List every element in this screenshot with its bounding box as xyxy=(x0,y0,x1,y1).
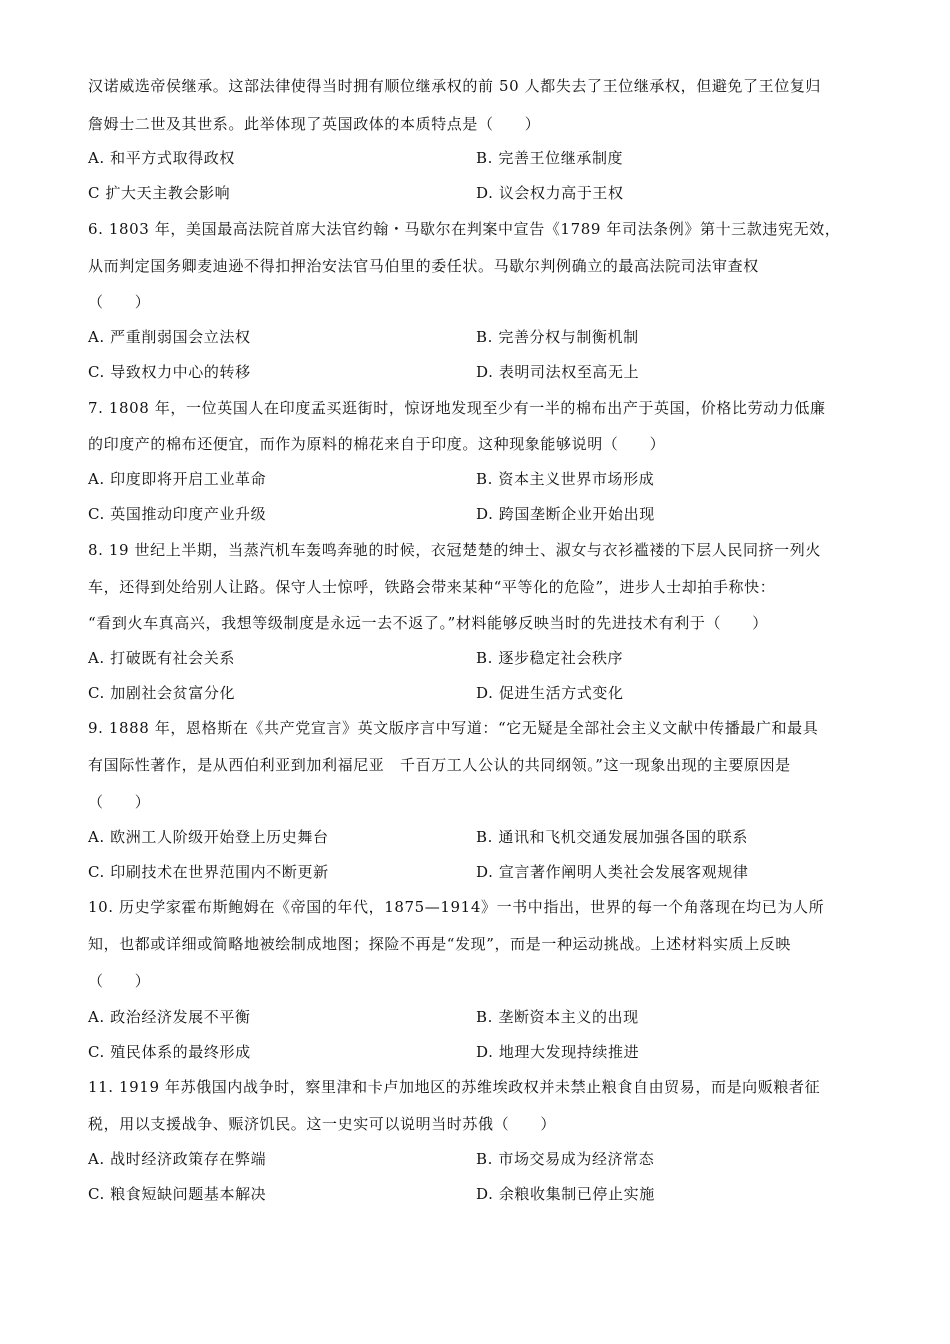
q11-option-b[interactable]: B. 市场交易成为经济常态 xyxy=(476,1150,655,1168)
q6-option-c[interactable]: C. 导致权力中心的转移 xyxy=(88,363,251,381)
q10-stem-line-2: 知，也都或详细或简略地被绘制成地图；探险不再是“发现”，而是一种运动挑战。上述材料实质上反映 xyxy=(88,935,791,953)
q5-stem-line-1: 汉诺威选帝侯继承。这部法律使得当时拥有顺位继承权的前 50 人都失去了王位继承权，但避免了王位复归 xyxy=(88,77,822,95)
q6-stem-line-1: 6. 1803 年，美国最高法院首席大法官约翰・马歇尔在判案中宣告《1789 年司法条例》第十三款违宪无效， xyxy=(88,220,841,238)
q7-option-a[interactable]: A. 印度即将开启工业革命 xyxy=(88,470,267,488)
q10-stem-line-1: 10. 历史学家霍布斯鲍姆在《帝国的年代，1875—1914》一书中指出，世界的每一个角落现在均已为人所 xyxy=(88,898,825,916)
q10-option-d[interactable]: D. 地理大发现持续推进 xyxy=(476,1043,640,1061)
q10-answer-blank: （ ） xyxy=(88,972,151,990)
q5-option-a[interactable]: A. 和平方式取得政权 xyxy=(88,149,235,167)
q10-option-c[interactable]: C. 殖民体系的最终形成 xyxy=(88,1043,251,1061)
q6-option-b[interactable]: B. 完善分权与制衡机制 xyxy=(476,328,639,346)
q8-option-d[interactable]: D. 促进生活方式变化 xyxy=(476,684,624,702)
q9-answer-blank: （ ） xyxy=(88,793,151,811)
q11-option-a[interactable]: A. 战时经济政策存在弊端 xyxy=(88,1150,267,1168)
q9-stem-line-1: 9. 1888 年，恩格斯在《共产党宣言》英文版序言中写道：“它无疑是全部社会主义文献中传播最广和最具 xyxy=(88,719,819,737)
q6-answer-blank: （ ） xyxy=(88,293,151,311)
q9-option-a[interactable]: A. 欧洲工人阶级开始登上历史舞台 xyxy=(88,828,329,846)
q9-option-b[interactable]: B. 通讯和飞机交通发展加强各国的联系 xyxy=(476,828,748,846)
q11-option-c[interactable]: C. 粮食短缺问题基本解决 xyxy=(88,1185,267,1203)
q11-stem-line-2: 税，用以支援战争、赈济饥民。这一史实可以说明当时苏俄（ ） xyxy=(88,1115,557,1133)
q9-stem-line-2: 有国际性著作，是从西伯利亚到加利福尼亚 千百万工人公认的共同纲领。”这一现象出现的主要原因是 xyxy=(88,756,791,774)
q7-stem-line-2: 的印度产的棉布还便宜，而作为原料的棉花来自于印度。这种现象能够说明（ ） xyxy=(88,435,666,453)
q8-stem-line-2: 车，还得到处给别人让路。保守人士惊呼，铁路会带来某种“平等化的危险”，进步人士却拍手称快： xyxy=(88,578,776,596)
q9-option-d[interactable]: D. 宣言著作阐明人类社会发展客观规律 xyxy=(476,863,749,881)
q9-option-c[interactable]: C. 印刷技术在世界范围内不断更新 xyxy=(88,863,329,881)
q5-option-c[interactable]: C 扩大天主教会影响 xyxy=(88,184,231,202)
q7-option-d[interactable]: D. 跨国垄断企业开始出现 xyxy=(476,505,655,523)
q10-option-b[interactable]: B. 垄断资本主义的出现 xyxy=(476,1008,639,1026)
q5-option-d[interactable]: D. 议会权力高于王权 xyxy=(476,184,624,202)
q8-option-b[interactable]: B. 逐步稳定社会秩序 xyxy=(476,649,624,667)
q11-stem-line-1: 11. 1919 年苏俄国内战争时，察里津和卡卢加地区的苏维埃政权并未禁止粮食自由贸易，而是向贩粮者征 xyxy=(88,1078,821,1096)
q5-option-b[interactable]: B. 完善王位继承制度 xyxy=(476,149,624,167)
q11-option-d[interactable]: D. 余粮收集制已停止实施 xyxy=(476,1185,655,1203)
q8-option-c[interactable]: C. 加剧社会贫富分化 xyxy=(88,684,236,702)
q7-option-b[interactable]: B. 资本主义世界市场形成 xyxy=(476,470,655,488)
q8-option-a[interactable]: A. 打破既有社会关系 xyxy=(88,649,235,667)
q8-stem-line-3: “看到火车真高兴，我想等级制度是永远一去不返了。”材料能够反映当时的先进技术有利于（ ） xyxy=(88,614,768,632)
q8-stem-line-1: 8. 19 世纪上半期，当蒸汽机车轰鸣奔驰的时候，衣冠楚楚的绅士、淑女与衣衫褴褛的下层人民同挤一列火 xyxy=(88,541,821,559)
q7-option-c[interactable]: C. 英国推动印度产业升级 xyxy=(88,505,267,523)
q7-stem-line-1: 7. 1808 年，一位英国人在印度孟买逛街时，惊讶地发现至少有一半的棉布出产于英国，价格比劳动力低廉 xyxy=(88,399,826,417)
q6-option-d[interactable]: D. 表明司法权至高无上 xyxy=(476,363,640,381)
q6-stem-line-2: 从而判定国务卿麦迪逊不得扣押治安法官马伯里的委任状。马歇尔判例确立的最高法院司法审查权 xyxy=(88,257,759,275)
q5-stem-line-2: 詹姆士二世及其世系。此举体现了英国政体的本质特点是（ ） xyxy=(88,115,541,133)
q10-option-a[interactable]: A. 政治经济发展不平衡 xyxy=(88,1008,251,1026)
q6-option-a[interactable]: A. 严重削弱国会立法权 xyxy=(88,328,251,346)
